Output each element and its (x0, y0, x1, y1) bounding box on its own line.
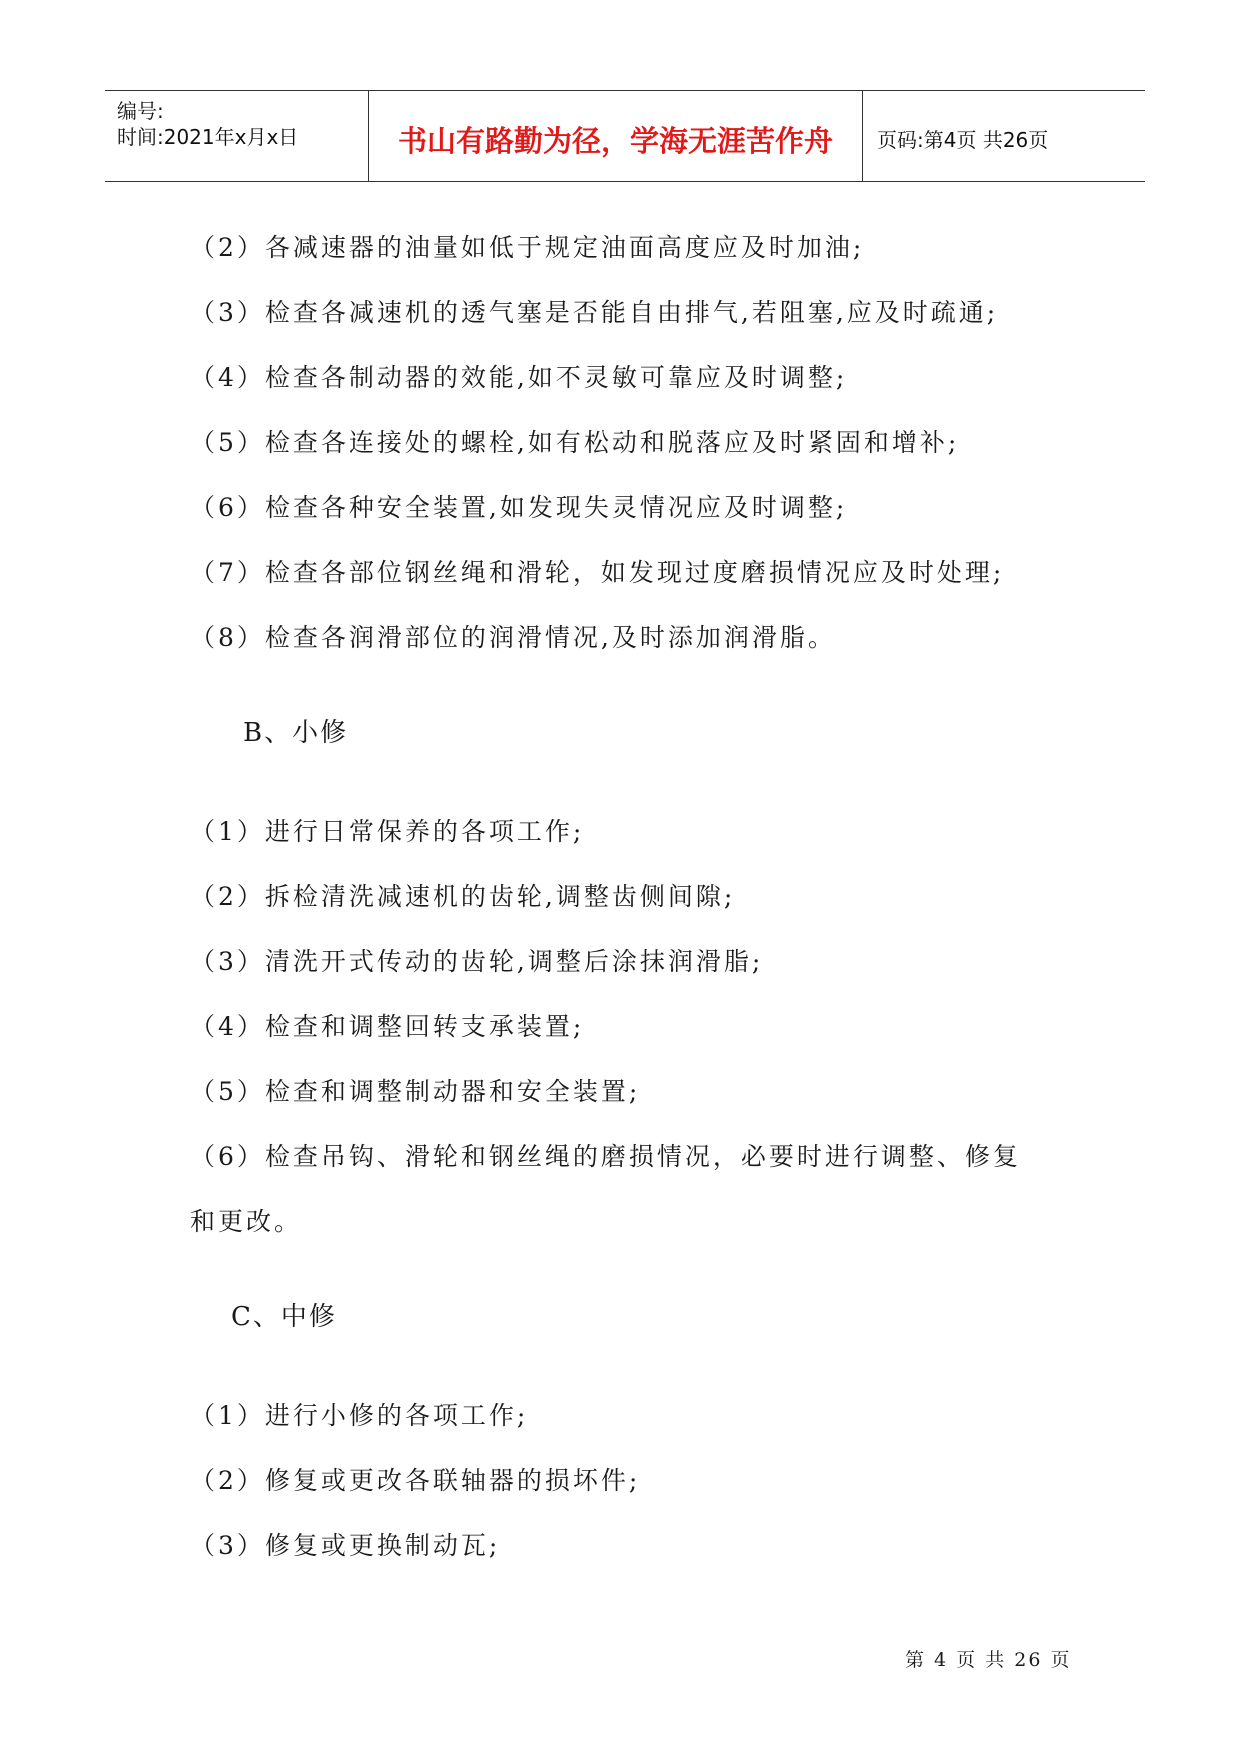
list-item: （4）检查各制动器的效能,如不灵敏可靠应及时调整; (190, 363, 848, 392)
page-footer: 第 4 页 共 26 页 (905, 1649, 1072, 1671)
list-item: （2）修复或更改各联轴器的损坏件; (190, 1466, 641, 1495)
header-page-cell (863, 91, 1145, 181)
list-item: （3）清洗开式传动的齿轮,调整后涂抹润滑脂; (190, 947, 764, 976)
list-item: （8）检查各润滑部位的润滑情况,及时添加润滑脂。 (190, 623, 836, 652)
list-item: （6）检查各种安全装置,如发现失灵情况应及时调整; (190, 493, 848, 522)
motto-text: 书山有路勤为径，学海无涯苦作舟 (397, 124, 833, 158)
list-item-continuation: 和更改。 (190, 1207, 303, 1236)
section-heading-medium-repair: C、中修 (231, 1302, 337, 1332)
list-item: （3）检查各减速机的透气塞是否能自由排气,若阻塞,应及时疏通; (190, 298, 999, 327)
list-item: （5）检查和调整制动器和安全装置; (190, 1077, 641, 1106)
list-item: （3）修复或更换制动瓦; (190, 1531, 501, 1560)
list-item: （7）检查各部位钢丝绳和滑轮，如发现过度磨损情况应及时处理; (190, 558, 1005, 587)
document-header (105, 90, 1145, 182)
time-label: 时间:2021年x月x日 (117, 125, 299, 149)
section-heading-minor-repair: B、小修 (243, 718, 349, 748)
header-meta-cell (105, 91, 369, 181)
list-item: （6）检查吊钩、滑轮和钢丝绳的磨损情况，必要时进行调整、修复 (190, 1142, 1021, 1171)
list-item: （1）进行小修的各项工作; (190, 1401, 529, 1430)
list-item: （2）各减速器的油量如低于规定油面高度应及时加油; (190, 233, 865, 262)
list-item: （2）拆检清洗减速机的齿轮,调整齿侧间隙; (190, 882, 736, 911)
list-item: （4）检查和调整回转支承装置; (190, 1012, 585, 1041)
list-item: （1）进行日常保养的各项工作; (190, 817, 585, 846)
list-item: （5）检查各连接处的螺栓,如有松动和脱落应及时紧固和增补; (190, 428, 960, 457)
serial-number-label: 编号: (117, 99, 164, 123)
page-code: 页码:第4页 共26页 (877, 128, 1049, 152)
header-motto-cell (369, 91, 863, 181)
